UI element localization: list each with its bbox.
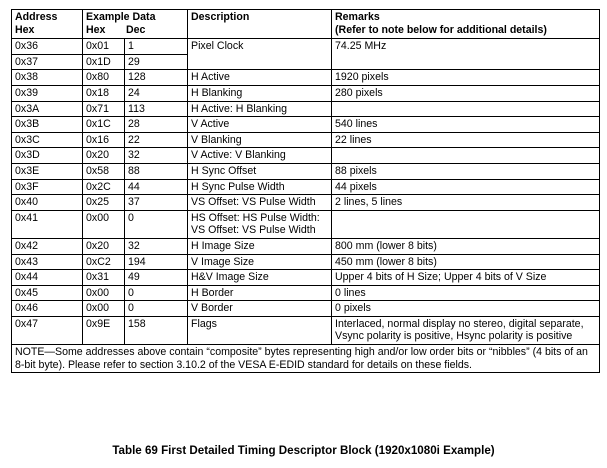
hex-value-cell: 0x1C — [83, 117, 125, 133]
address-cell: 0x47 — [12, 316, 83, 344]
header-remarks: Remarks (Refer to note below for additional details) — [332, 10, 600, 39]
description-cell: V Active — [188, 117, 332, 133]
table-row — [12, 39, 600, 55]
description-cell: H&V Image Size — [188, 270, 332, 286]
table-row — [12, 132, 600, 148]
description-cell: H Border — [188, 285, 332, 301]
address-cell: 0x3A — [12, 101, 83, 117]
description-cell: Pixel Clock — [188, 39, 332, 70]
note-text: NOTE—Some addresses above contain “composite” bytes representing high and/or low order bits or “nibbles” (4 bits of an 8-bit byte). Please refer to section 3.10.2 of the VESA E-EDID standard for details on these fields. — [12, 345, 600, 373]
address-cell: 0x37 — [12, 54, 83, 70]
hex-value-cell: 0x16 — [83, 132, 125, 148]
table-row — [12, 101, 600, 117]
remarks-cell: Upper 4 bits of H Size; Upper 4 bits of V Size — [332, 270, 600, 286]
header-example-data: Example Data Hex Dec — [83, 10, 188, 39]
address-cell: 0x39 — [12, 85, 83, 101]
remarks-cell — [332, 148, 600, 164]
address-cell: 0x45 — [12, 285, 83, 301]
dec-value-cell: 0 — [125, 210, 188, 238]
hex-value-cell: 0x80 — [83, 70, 125, 86]
hex-value-cell: 0x20 — [83, 148, 125, 164]
hex-value-cell: 0x58 — [83, 163, 125, 179]
address-cell: 0x46 — [12, 301, 83, 317]
address-cell: 0x38 — [12, 70, 83, 86]
address-cell: 0x3C — [12, 132, 83, 148]
hex-value-cell: 0x00 — [83, 301, 125, 317]
dec-value-cell: 1 — [125, 39, 188, 55]
address-cell: 0x3D — [12, 148, 83, 164]
description-cell: V Image Size — [188, 254, 332, 270]
table-row — [12, 70, 600, 86]
dec-value-cell: 37 — [125, 195, 188, 211]
table-row — [12, 163, 600, 179]
description-cell: H Sync Offset — [188, 163, 332, 179]
dec-value-cell: 113 — [125, 101, 188, 117]
header-address: Address Hex — [12, 10, 83, 39]
table-row — [12, 210, 600, 238]
address-cell: 0x36 — [12, 39, 83, 55]
description-cell: H Active — [188, 70, 332, 86]
remarks-cell — [332, 210, 600, 238]
description-cell: V Border — [188, 301, 332, 317]
dec-value-cell: 32 — [125, 148, 188, 164]
address-cell: 0x3F — [12, 179, 83, 195]
timing-descriptor-table — [11, 9, 600, 373]
header-description: Description — [188, 10, 332, 39]
description-cell: H Blanking — [188, 85, 332, 101]
dec-value-cell: 194 — [125, 254, 188, 270]
description-cell: V Blanking — [188, 132, 332, 148]
table-row — [12, 85, 600, 101]
table-row — [12, 148, 600, 164]
description-cell: H Sync Pulse Width — [188, 179, 332, 195]
address-cell: 0x42 — [12, 238, 83, 254]
table-row — [12, 285, 600, 301]
description-cell: VS Offset: VS Pulse Width — [188, 195, 332, 211]
dec-value-cell: 128 — [125, 70, 188, 86]
description-cell: Flags — [188, 316, 332, 344]
remarks-cell: 450 mm (lower 8 bits) — [332, 254, 600, 270]
hex-value-cell: 0x2C — [83, 179, 125, 195]
hex-value-cell: 0x00 — [83, 285, 125, 301]
address-cell: 0x43 — [12, 254, 83, 270]
dec-value-cell: 158 — [125, 316, 188, 344]
dec-value-cell: 44 — [125, 179, 188, 195]
hex-value-cell: 0x31 — [83, 270, 125, 286]
remarks-cell — [332, 101, 600, 117]
remarks-cell: 0 pixels — [332, 301, 600, 317]
remarks-cell: 0 lines — [332, 285, 600, 301]
address-cell: 0x40 — [12, 195, 83, 211]
dec-value-cell: 0 — [125, 285, 188, 301]
table-row — [12, 117, 600, 133]
dec-value-cell: 32 — [125, 238, 188, 254]
hex-value-cell: 0x25 — [83, 195, 125, 211]
address-cell: 0x3E — [12, 163, 83, 179]
address-cell: 0x41 — [12, 210, 83, 238]
hex-value-cell: 0x9E — [83, 316, 125, 344]
hex-value-cell: 0x00 — [83, 210, 125, 238]
dec-value-cell: 28 — [125, 117, 188, 133]
hex-value-cell: 0x18 — [83, 85, 125, 101]
table-caption: Table 69 First Detailed Timing Descriptor Block (1920x1080i Example) — [112, 444, 495, 457]
remarks-cell: 2 lines, 5 lines — [332, 195, 600, 211]
hex-value-cell: 0x20 — [83, 238, 125, 254]
table-row — [12, 254, 600, 270]
table-row — [12, 316, 600, 344]
address-cell: 0x44 — [12, 270, 83, 286]
dec-value-cell: 29 — [125, 54, 188, 70]
remarks-cell: 74.25 MHz — [332, 39, 600, 70]
dec-value-cell: 0 — [125, 301, 188, 317]
hex-value-cell: 0x01 — [83, 39, 125, 55]
table-row — [12, 270, 600, 286]
description-cell: HS Offset: HS Pulse Width: VS Offset: VS Pulse Width — [188, 210, 332, 238]
table-row — [12, 238, 600, 254]
remarks-cell: 1920 pixels — [332, 70, 600, 86]
dec-value-cell: 24 — [125, 85, 188, 101]
remarks-cell: 800 mm (lower 8 bits) — [332, 238, 600, 254]
address-cell: 0x3B — [12, 117, 83, 133]
remarks-cell: 44 pixels — [332, 179, 600, 195]
description-cell: H Active: H Blanking — [188, 101, 332, 117]
remarks-cell: 280 pixels — [332, 85, 600, 101]
note-row — [12, 345, 600, 373]
hex-value-cell: 0x1D — [83, 54, 125, 70]
remarks-cell: 88 pixels — [332, 163, 600, 179]
dec-value-cell: 22 — [125, 132, 188, 148]
table-row — [12, 301, 600, 317]
table-row — [12, 195, 600, 211]
dec-value-cell: 49 — [125, 270, 188, 286]
remarks-cell: 540 lines — [332, 117, 600, 133]
table-row — [12, 179, 600, 195]
hex-value-cell: 0xC2 — [83, 254, 125, 270]
description-cell: V Active: V Blanking — [188, 148, 332, 164]
hex-value-cell: 0x71 — [83, 101, 125, 117]
remarks-cell: 22 lines — [332, 132, 600, 148]
remarks-cell: Interlaced, normal display no stereo, digital separate, Vsync polarity is positive, Hsync polarity is positive — [332, 316, 600, 344]
description-cell: H Image Size — [188, 238, 332, 254]
dec-value-cell: 88 — [125, 163, 188, 179]
table-header-row — [12, 10, 600, 39]
